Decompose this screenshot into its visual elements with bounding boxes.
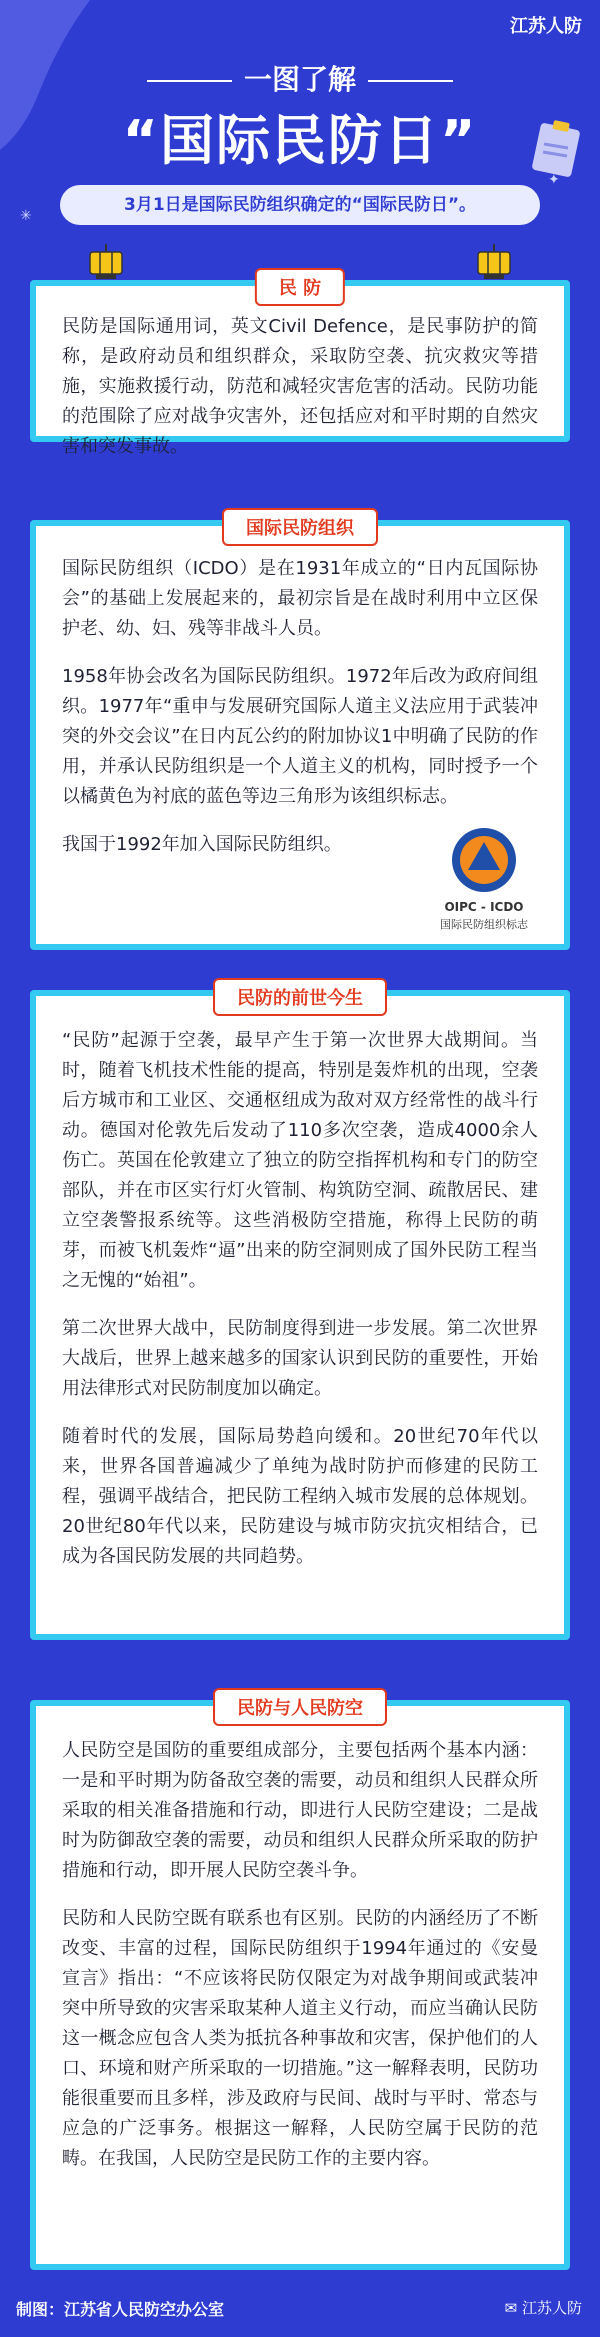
sparkle-icon: ✦ xyxy=(548,172,560,188)
clipboard-icon xyxy=(532,118,582,178)
card-history xyxy=(30,990,570,1640)
paragraph: 随着时代的发展，国际局势趋向缓和。20世纪70年代以来，世界各国普遍减少了单纯为战时防护而修建的民防工程，强调平战结合，把民防工程纳入城市发展的总体规划。20世纪80年代以来，民防建设与城市防灾抗灾相结合，已成为各国民防发展的共同趋势。 xyxy=(62,1426,538,1567)
intro-banner: 3月1日是国际民防组织确定的“国际民防日”。 xyxy=(60,185,540,225)
logo-caption: 国际民防组织标志 xyxy=(440,918,528,931)
card-body xyxy=(36,996,564,1592)
subtitle-line-right xyxy=(368,80,453,82)
subtitle-line-left xyxy=(147,80,232,82)
wechat-icon: ✉ xyxy=(504,2299,518,2317)
lantern-icon xyxy=(474,244,514,280)
icdo-emblem-icon xyxy=(442,826,526,896)
card-badge: 国际民防组织 xyxy=(222,508,378,546)
card-badge: 民防的前世今生 xyxy=(213,978,387,1016)
card-body xyxy=(36,286,564,482)
paragraph: 1958年协会改名为国际民防组织。1972年后改为政府间组织。1977年“重申与发展研究国际人道主义法应用于武装冲突的外交会议”在日内瓦公约的附加协议1中明确了民防的作用，并承认民防组织是一个人道主义的机构，同时授予一个以橘黄色为衬底的蓝色等边三角形为该组织标志。 xyxy=(62,666,538,807)
sparkle-icon: ✳ xyxy=(20,208,32,224)
card-body xyxy=(36,1706,564,2194)
footer-maker: 制图：江苏省人民防空办公室 xyxy=(16,2300,225,2319)
lantern-icon xyxy=(86,244,126,280)
footer-brand xyxy=(505,2297,582,2318)
brand-name: 江苏人防 xyxy=(510,16,582,37)
subtitle: 一图了解 xyxy=(243,63,356,96)
card-badge: 民 防 xyxy=(255,268,345,306)
footer-brand-label: 江苏人防 xyxy=(521,2299,582,2317)
icdo-logo xyxy=(424,826,544,932)
card-civil-defence xyxy=(30,278,570,457)
paragraph: 人民防空是国防的重要组成部分，主要包括两个基本内涵：一是和平时期为防备敌空袭的需要，动员和组织人民群众所采取的相关准备措施和行动，即进行人民防空建设；二是战时为防御敌空袭的需要，动员和组织人民群众所采取的防护措施和行动，即开展人民防空袭斗争。 xyxy=(62,1740,538,1881)
page-title: “国际民防日” xyxy=(122,109,478,172)
paragraph: 民防和人民防空既有联系也有区别。民防的内涵经历了不断改变、丰富的过程，国际民防组织于1994年通过的《安曼宣言》指出：“不应该将民防仅限定为对战争期间或武装冲突中所导致的灾害采取某种人道主义行动，而应当确认民防这一概念应包含人类为抵抗各种事故和灾害，保护他们的人口、环境和财产所采取的一切措施。”这一解释表明，民防功能很重要而且多样，涉及政府与民间、战时与平时、常态与应急的广泛事务。根据这一解释，人民防空属于民防的范畴。在我国，人民防空是民防工作的主要内容。 xyxy=(62,1908,538,2169)
card-badge: 民防与人民防空 xyxy=(213,1688,387,1726)
paragraph: 我国于1992年加入国际民防组织。 xyxy=(62,834,342,855)
card-air-defence xyxy=(30,1700,570,2270)
logo-name: OIPC - ICDO xyxy=(444,900,524,914)
paragraph: “民防”起源于空袭，最早产生于第一次世界大战期间。当时，随着飞机技术性能的提高，特别是轰炸机的出现，空袭后方城市和工业区、交通枢纽成为敌对双方经常性的战斗行动。德国对伦敦先后发动了110多次空袭，造成4000余人伤亡。英国在伦敦建立了独立的防空指挥机构和专门的防空部队，并在市区实行灯火管制、构筑防空洞、疏散居民、建立空袭警报系统等。这些消极防空措施，称得上民防的萌芽，而被飞机轰炸“逼”出来的防空洞则成了国外民防工程当之无愧的“始祖”。 xyxy=(62,1030,538,1291)
paragraph: 国际民防组织（ICDO）是在1931年成立的“日内瓦国际协会”的基础上发展起来的，最初宗旨是在战时利用中立区保护老、幼、妇、残等非战斗人员。 xyxy=(62,558,538,639)
subtitle-row xyxy=(0,58,600,98)
card-icdo xyxy=(30,520,570,950)
paragraph: 民防是国际通用词，英文Civil Defence，是民事防护的简称，是政府动员和组织群众，采取防空袭、抗灾救灾等措施，实施救援行动，防范和减轻灾害危害的活动。民防功能的范围除了应对战争灾害外，还包括应对和平时期的自然灾害和突发事故。 xyxy=(62,316,538,457)
paragraph: 第二次世界大战中，民防制度得到进一步发展。第二次世界大战后，世界上越来越多的国家认识到民防的重要性，开始用法律形式对民防制度加以确定。 xyxy=(62,1318,538,1399)
